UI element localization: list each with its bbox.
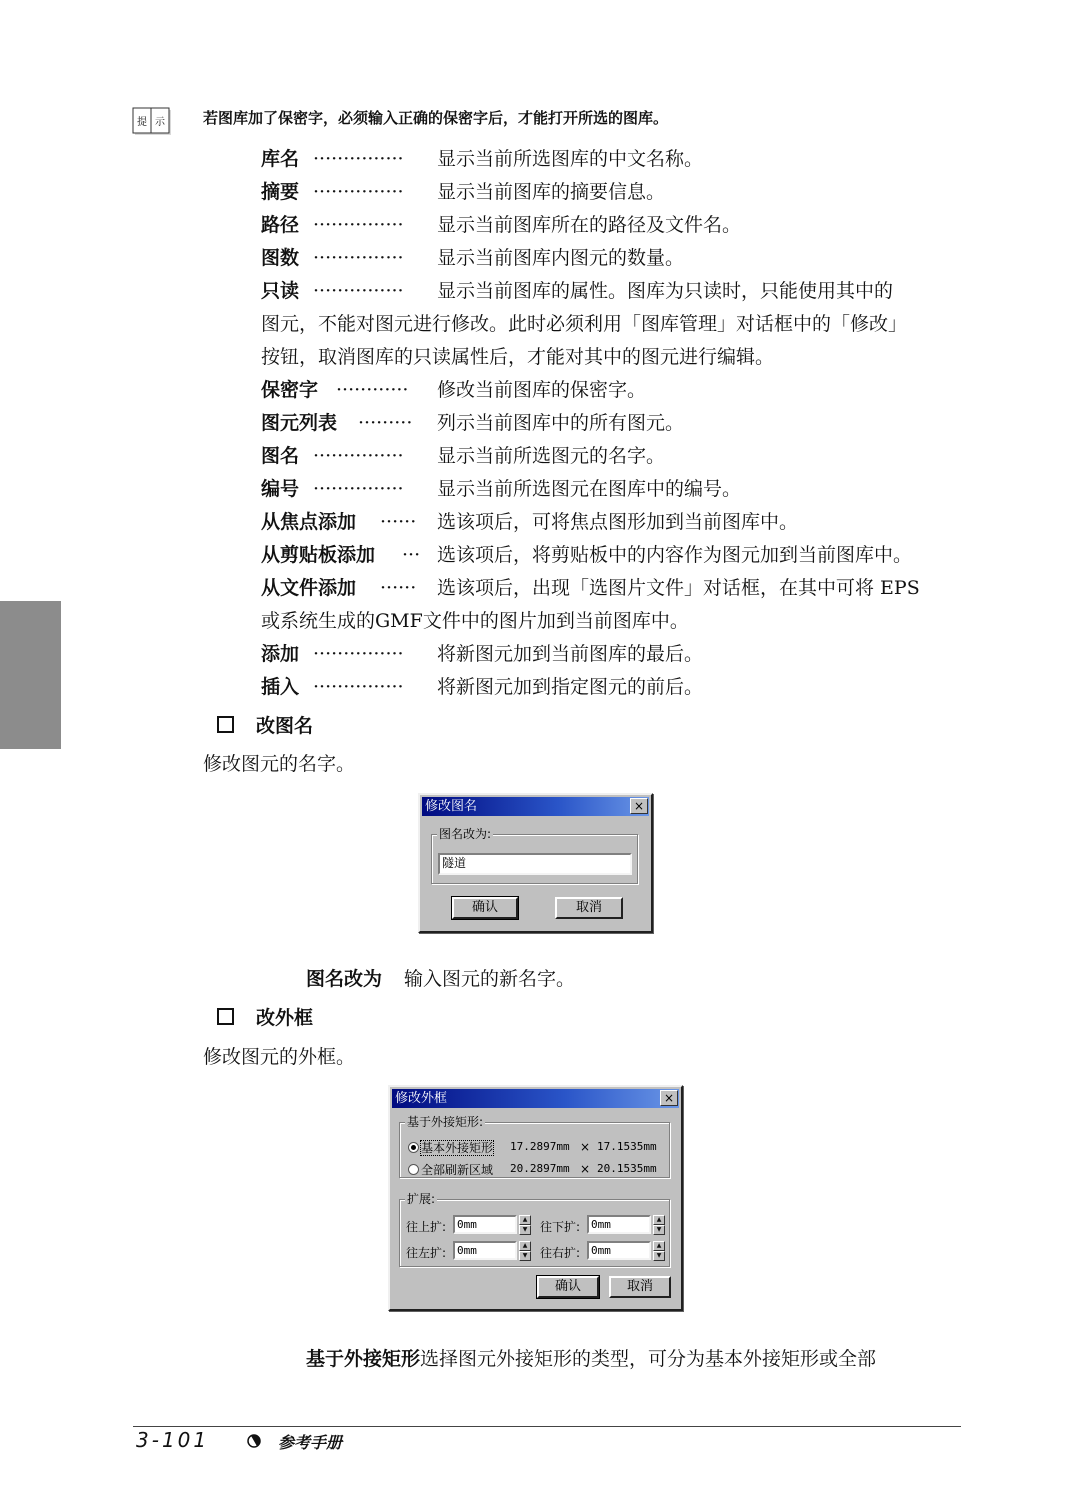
leader-dots: ··············· xyxy=(313,280,404,302)
expand-up-input[interactable]: 0mm xyxy=(453,1215,517,1234)
definition-term: 从焦点添加 xyxy=(261,511,357,533)
leader-dots: ··············· xyxy=(313,214,404,236)
dialog-title: 修改图名 xyxy=(422,797,649,816)
leader-dots: ············ xyxy=(336,379,409,401)
definition-term: 图数 xyxy=(261,247,300,269)
leader-dots: ··············· xyxy=(313,181,404,203)
definition-term: 摘要 xyxy=(261,181,300,203)
definition-row xyxy=(261,440,971,473)
leader-dots: ··············· xyxy=(313,148,404,170)
expand-left-label: 往左扩: xyxy=(406,1246,447,1260)
definition-desc: 显示当前图库的摘要信息。 xyxy=(437,181,666,203)
definition-row xyxy=(261,242,971,275)
basic-bbox-width: 17.2897mm xyxy=(510,1140,570,1153)
definition-desc: 显示当前所选图元的名字。 xyxy=(437,445,666,467)
expand-up-spinner[interactable]: ▲ ▼ xyxy=(519,1215,531,1233)
definition-row xyxy=(261,374,971,407)
definition-term: 路径 xyxy=(261,214,300,236)
footer-rule xyxy=(133,1426,961,1427)
expand-right-label: 往右扩: xyxy=(540,1246,581,1260)
definition-desc: 修改当前图库的保密字。 xyxy=(437,379,647,401)
cancel-button[interactable]: 取消 xyxy=(609,1276,671,1298)
definition-desc: 显示当前所选图元在图库中的编号。 xyxy=(437,478,742,500)
footer-title: 参考手册 xyxy=(278,1433,343,1452)
definition-continuation: 按钮，取消图库的只读属性后，才能对其中的图元进行编辑。 xyxy=(261,346,775,368)
definition-term: 从剪贴板添加 xyxy=(261,544,376,566)
definition-row xyxy=(261,407,971,440)
definition-term: 库名 xyxy=(261,148,300,170)
definition-row xyxy=(261,176,971,209)
expand-left-spinner[interactable]: ▲ ▼ xyxy=(519,1241,531,1259)
dialog-title: 修改外框 xyxy=(392,1089,679,1108)
radio-full-refresh[interactable]: 全部刷新区域 xyxy=(408,1161,493,1178)
full-bbox-width: 20.2897mm xyxy=(510,1162,570,1175)
definition-row xyxy=(261,143,971,176)
section-heading-frame: 改外框 xyxy=(217,1003,313,1030)
rename-note: 图名改为 输入图元的新名字。 xyxy=(306,968,576,990)
section-frame-desc: 修改图元的外框。 xyxy=(203,1046,356,1068)
expand-right-input[interactable]: 0mm xyxy=(587,1241,651,1260)
book-hint-icon xyxy=(132,106,172,136)
rename-dialog xyxy=(418,793,653,933)
definition-desc: 将新图元加到指定图元的前后。 xyxy=(437,676,704,698)
half-circle-icon xyxy=(247,1434,261,1448)
definition-row xyxy=(261,506,971,539)
expand-left-input[interactable]: 0mm xyxy=(453,1241,517,1260)
expand-up-label: 往上扩: xyxy=(406,1220,447,1234)
full-bbox-height: 20.1535mm xyxy=(597,1162,657,1175)
leader-dots: ··············· xyxy=(313,247,404,269)
definition-desc: 显示当前所选图库的中文名称。 xyxy=(437,148,704,170)
definition-row xyxy=(261,275,971,308)
section-rename-desc: 修改图元的名字。 xyxy=(203,753,356,775)
leader-dots: ········· xyxy=(358,412,413,434)
expand-right-spinner[interactable]: ▲ ▼ xyxy=(653,1241,665,1259)
expand-down-spinner[interactable]: ▲ ▼ xyxy=(653,1215,665,1233)
definition-term: 编号 xyxy=(261,478,300,500)
definition-desc: 选该项后，出现「选图片文件」对话框，在其中可将 EPS xyxy=(437,577,920,599)
definition-term: 只读 xyxy=(261,280,300,302)
radio-unselected-icon xyxy=(408,1164,419,1175)
basic-bbox-times: × xyxy=(580,1140,591,1154)
hint-icon-char-left: 提 xyxy=(137,117,147,128)
definition-desc: 显示当前图库的属性。图库为只读时，只能使用其中的 xyxy=(437,280,894,302)
full-bbox-times: × xyxy=(580,1162,591,1176)
definition-continuation: 或系统生成的GMF文件中的图片加到当前图库中。 xyxy=(261,610,689,632)
leader-dots: ······ xyxy=(380,511,417,533)
definition-desc: 显示当前图库所在的路径及文件名。 xyxy=(437,214,742,236)
page-number: 3-101 xyxy=(136,1428,210,1452)
leader-dots: ··············· xyxy=(313,445,404,467)
definition-desc: 选该项后，可将焦点图形加到当前图库中。 xyxy=(437,511,799,533)
close-icon[interactable]: × xyxy=(660,1090,678,1106)
definition-term: 保密字 xyxy=(261,379,319,401)
leader-dots: ··············· xyxy=(313,478,404,500)
definition-desc: 将新图元加到当前图库的最后。 xyxy=(437,643,704,665)
ok-button[interactable]: 确认 xyxy=(537,1276,599,1298)
definition-term: 图元列表 xyxy=(261,412,338,434)
close-icon[interactable]: × xyxy=(630,798,648,814)
section-heading-rename: 改图名 xyxy=(217,711,313,738)
checkbox-bullet-icon xyxy=(217,1008,234,1025)
ok-button[interactable]: 确认 xyxy=(452,897,518,919)
definition-desc: 列示当前图库中的所有图元。 xyxy=(437,412,685,434)
group-label: 扩展: xyxy=(407,1192,436,1206)
leader-dots: ··············· xyxy=(313,676,404,698)
definition-row xyxy=(261,638,971,671)
basic-bbox-height: 17.1535mm xyxy=(597,1140,657,1153)
chapter-side-tab xyxy=(0,601,61,749)
frame-note: 基于外接矩形选择图元外接矩形的类型，可分为基本外接矩形或全部 xyxy=(306,1348,877,1370)
definition-list xyxy=(261,143,971,704)
group-label: 基于外接矩形: xyxy=(407,1115,484,1129)
leader-dots: ······ xyxy=(380,577,417,599)
radio-basic-bbox[interactable]: 基本外接矩形 xyxy=(408,1139,493,1156)
definition-desc: 显示当前图库内图元的数量。 xyxy=(437,247,685,269)
expand-down-label: 往下扩: xyxy=(540,1220,581,1234)
definition-term: 从文件添加 xyxy=(261,577,357,599)
definition-term: 添加 xyxy=(261,643,300,665)
definition-row xyxy=(261,572,971,605)
definition-term: 插入 xyxy=(261,676,300,698)
definition-row xyxy=(261,671,971,704)
hint-icon-char-right: 示 xyxy=(155,117,165,128)
expand-down-input[interactable]: 0mm xyxy=(587,1215,651,1234)
definition-term: 图名 xyxy=(261,445,300,467)
definition-row xyxy=(261,209,971,242)
leader-dots: ··············· xyxy=(313,643,404,665)
new-name-input[interactable]: 隧道 xyxy=(438,853,632,875)
cancel-button[interactable]: 取消 xyxy=(555,897,623,919)
leader-dots: ··· xyxy=(402,544,421,566)
definition-continuation: 图元，不能对图元进行修改。此时必须利用「图库管理」对话框中的「修改」 xyxy=(261,313,908,335)
checkbox-bullet-icon xyxy=(217,716,234,733)
definition-desc: 选该项后，将剪贴板中的内容作为图元加到当前图库中。 xyxy=(437,544,913,566)
hint-text: 若图库加了保密字，必须输入正确的保密字后，才能打开所选的图库。 xyxy=(203,109,669,127)
frame-dialog xyxy=(388,1085,683,1311)
definition-row xyxy=(261,539,971,572)
definition-row xyxy=(261,473,971,506)
radio-selected-icon xyxy=(408,1142,419,1153)
group-label: 图名改为: xyxy=(439,827,492,841)
